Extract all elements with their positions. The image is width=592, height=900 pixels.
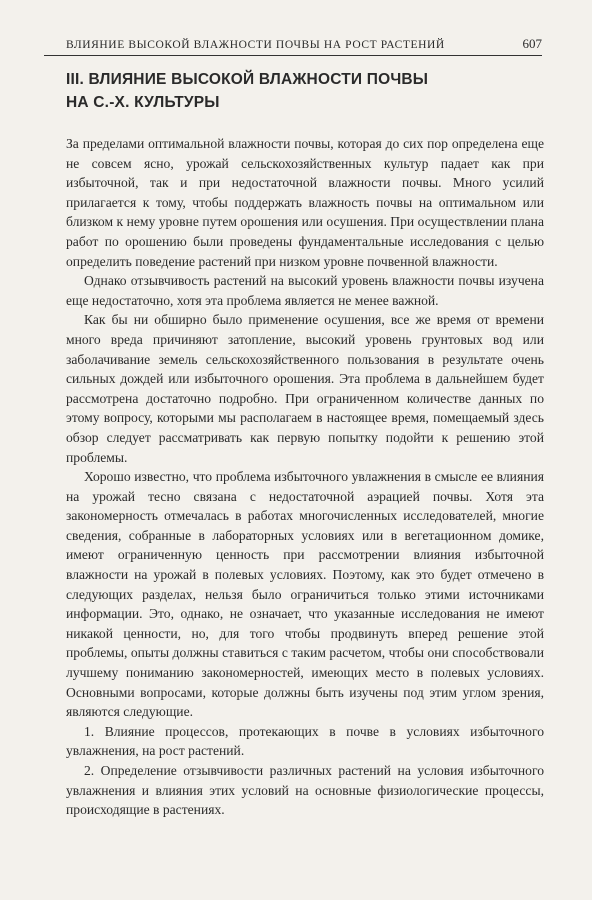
paragraph: За пределами оптимальной влажности почвы, которая до сих пор определена еще не совсем ясно, урожай сельскохозяйственных культур падает как при избыточной, так и при недостаточной влажности почвы. Много усилий прилагается к тому, чтобы поддержать влажность почвы на оптимальном или близком к нему уровне путем орошения или осушения. При осуществлении плана работ по орошению были проведены фундаментальные исследования с целью определить поведение растений при низком уровне почвенной влажности. — [66, 136, 544, 269]
paragraph: Как бы ни обширно было применение осушения, все же время от времени много вреда причиняют затопление, высокий уровень грунтовых вод или заболачивание земель сельскохозяйственного пользования в результате очень сильных дождей или избыточного орошения. Эта проблема в дальнейшем будет рассмотрена достаточно подробно. При ограниченном количестве данных по этому вопросу, которыми мы располагаем в настоящее время, помещаемый здесь обзор следует рассматривать как первую попытку подойти к решению этой проблемы. — [66, 312, 544, 465]
running-title: ВЛИЯНИЕ ВЫСОКОЙ ВЛАЖНОСТИ ПОЧВЫ НА РОСТ РАСТЕНИЙ — [66, 39, 445, 51]
header-rule — [44, 55, 542, 56]
paragraph: 2. Определение отзывчивости различных растений на условия избыточного увлажнения и влияния этих условий на основные физиологические процессы, происходящие в растениях. — [66, 763, 544, 818]
paragraph: 1. Влияние процессов, протекающих в почве в условиях избыточного увлажнения, на рост растений. — [66, 723, 544, 759]
section-title — [66, 68, 536, 114]
section-title-line-1: III. ВЛИЯНИЕ ВЫСОКОЙ ВЛАЖНОСТИ ПОЧВЫ — [66, 71, 429, 88]
paragraph: Хорошо известно, что проблема избыточного увлажнения в смысле ее влияния на урожай тесно связана с недостаточной аэрацией почвы. Хотя эта закономерность отмечалась в работах многочисленных исследователей, многие сведения, собранные в лабораторных условиях или в вегетационном домике, имеют ограниченную ценность при рассмотрении влияния избыточной влажности на урожай в полевых условиях. Поэтому, как это будет отмечено в следующих разделах, нельзя было ограничиться только этими источниками информации. Это, однако, не означает, что указанные исследования не имеют никакой ценности, но, для того чтобы продвинуть вперед решение этой проблемы, опыты должны ставиться с таким расчетом, чтобы они способствовали лучшему пониманию закономерностей, имеющих место в полевых условиях. Основными вопросами, которые должны быть изучены под этим углом зрения, являются следующие. — [66, 469, 544, 720]
paragraph: Однако отзывчивость растений на высокий уровень влажности почвы изучена еще недостаточно, хотя эта проблема является не менее важной. — [66, 273, 544, 308]
page-number: 607 — [522, 36, 542, 51]
section-title-line-2: НА С.-Х. КУЛЬТУРЫ — [66, 94, 220, 111]
body-text — [66, 134, 544, 820]
running-header — [66, 36, 542, 52]
